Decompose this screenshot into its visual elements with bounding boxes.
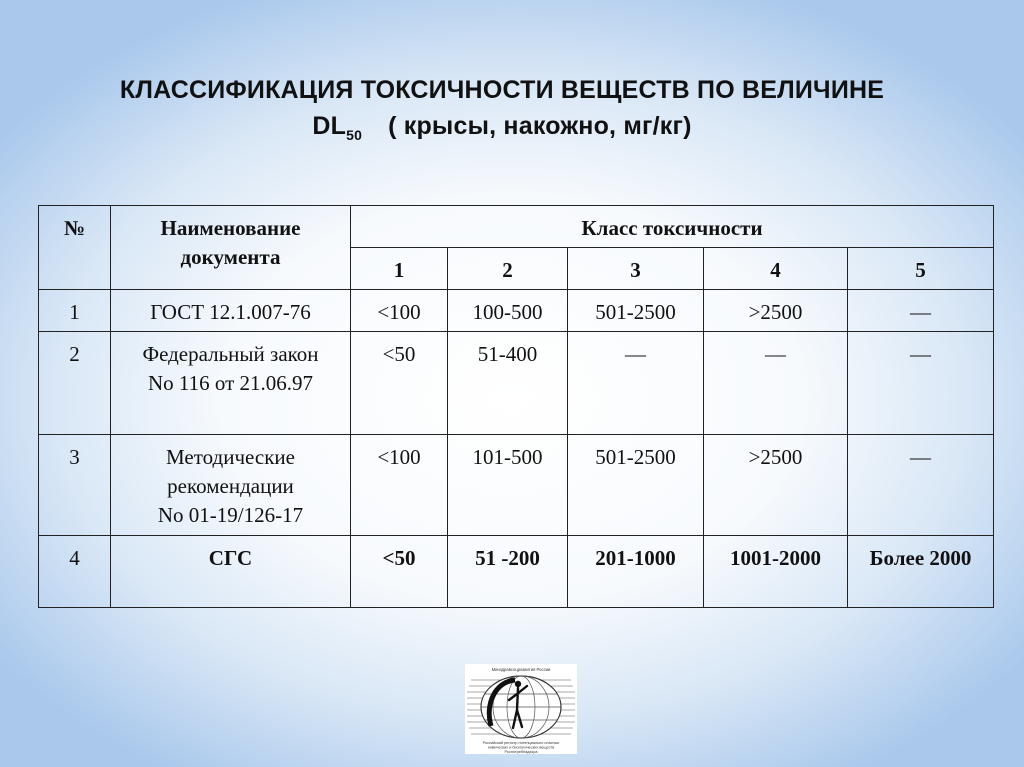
- row-class-3-value: 501-2500: [568, 290, 704, 332]
- header-class-4: 4: [704, 248, 848, 290]
- row-document: [111, 290, 351, 332]
- title-units: ( крысы, накожно, мг/кг): [388, 112, 692, 140]
- header-class-1: 1: [351, 248, 448, 290]
- table-row: [39, 290, 994, 332]
- row-class-5-value: —: [848, 290, 994, 332]
- toxicity-classification-table: [38, 205, 994, 608]
- row-class-2-value: 51 -200: [448, 536, 568, 608]
- title-line-2: [0, 108, 1004, 144]
- row-class-2-value: 101-500: [448, 435, 568, 536]
- header-document-name: Наименование документа: [111, 206, 351, 290]
- row-document: [111, 536, 351, 608]
- logo-bottom-text-3: Роспотребнадзора: [504, 750, 538, 754]
- header-class-3: 3: [568, 248, 704, 290]
- row-class-3-value: —: [568, 332, 704, 435]
- table-row: [39, 536, 994, 608]
- row-class-1-value: <50: [351, 536, 448, 608]
- row-number: 2: [39, 332, 111, 435]
- row-document: [111, 435, 351, 536]
- row-document-line: СГС: [208, 546, 253, 570]
- row-class-4-value: >2500: [704, 435, 848, 536]
- row-number: 4: [39, 536, 111, 608]
- logo-top-text: Минздравсоцразвития России: [491, 667, 551, 672]
- row-class-2-value: 51-400: [448, 332, 568, 435]
- logo-bottom-text-2: химических и биологических веществ: [487, 745, 555, 750]
- title-line-1: КЛАССИФИКАЦИЯ ТОКСИЧНОСТИ ВЕЩЕСТВ ПО ВЕЛИЧИНЕ: [119, 76, 885, 104]
- header-class-2: 2: [448, 248, 568, 290]
- title-dl: DL: [312, 112, 347, 140]
- row-document-line: Методические: [166, 445, 295, 469]
- row-class-5-value: —: [848, 435, 994, 536]
- header-class-5: 5: [848, 248, 994, 290]
- slide-title: [0, 72, 1004, 144]
- row-class-5-value: Более 2000: [848, 536, 994, 608]
- row-class-4-value: —: [704, 332, 848, 435]
- header-toxicity-class: Класс токсичности: [351, 206, 994, 248]
- title-dl-subscript: 50: [346, 127, 363, 143]
- row-document-line: ГОСТ 12.1.007-76: [150, 300, 311, 324]
- row-class-1-value: <100: [351, 290, 448, 332]
- row-class-4-value: >2500: [704, 290, 848, 332]
- table-row: [39, 435, 994, 536]
- header-number: №: [39, 206, 111, 290]
- row-document-line: No 116 от 21.06.97: [147, 371, 314, 395]
- logo-bottom-text-1: Российский регистр потенциально опасных: [482, 741, 560, 745]
- row-class-1-value: <100: [351, 435, 448, 536]
- row-class-4-value: 1001-2000: [704, 536, 848, 608]
- registry-logo-icon: [465, 664, 577, 754]
- row-class-5-value: —: [848, 332, 994, 435]
- row-class-1-value: <50: [351, 332, 448, 435]
- row-number: 1: [39, 290, 111, 332]
- row-class-3-value: 501-2500: [568, 435, 704, 536]
- row-number: 3: [39, 435, 111, 536]
- row-document: [111, 332, 351, 435]
- row-class-2-value: 100-500: [448, 290, 568, 332]
- row-document-line: Федеральный закон: [142, 342, 319, 366]
- table-header-row: [39, 206, 994, 248]
- row-document-line: рекомендации: [167, 474, 294, 498]
- row-document-line: No 01-19/126-17: [157, 503, 304, 527]
- registry-logo: [465, 664, 577, 754]
- table-row: [39, 332, 994, 435]
- row-class-3-value: 201-1000: [568, 536, 704, 608]
